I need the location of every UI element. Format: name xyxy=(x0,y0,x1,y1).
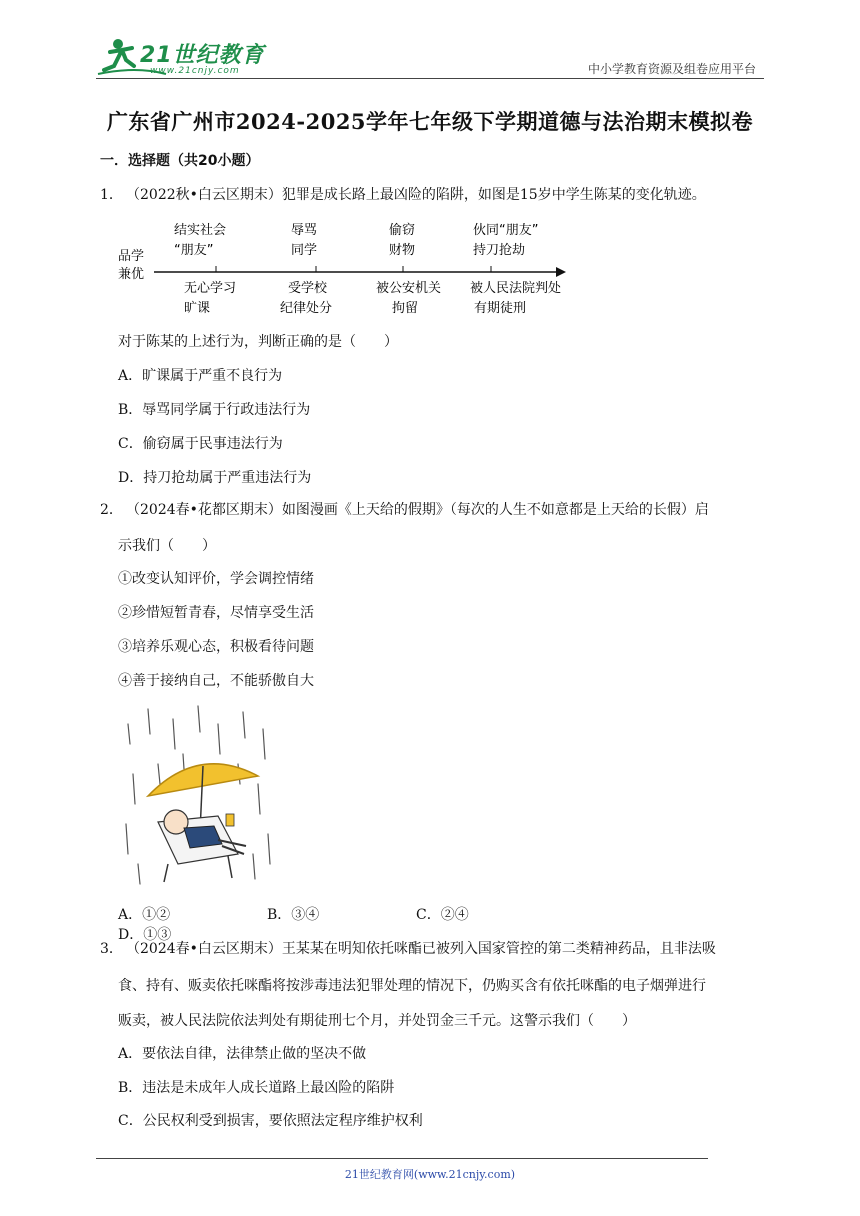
statement-2: ②珍惜短暂青春，尽情享受生活 xyxy=(118,605,314,621)
question-number: 2． xyxy=(100,502,123,518)
rain-umbrella-cartoon xyxy=(118,704,278,890)
option-a[interactable]: A．旷课属于严重不良行为 xyxy=(118,368,283,384)
brand-url: www.21cnjy.com xyxy=(150,66,240,76)
bottom-event: 纪律处分 xyxy=(280,301,333,316)
top-event: “朋友” xyxy=(174,243,214,258)
bottom-event: 被人民法院判处 xyxy=(470,281,562,296)
option-c[interactable]: C．公民权利受到损害，要依照法定程序维护权利 xyxy=(118,1113,423,1129)
question-text: （2024春•花都区期末）如图漫画《上天给的假期》（每次的人生不如意都是上天给的长假）启 xyxy=(126,502,709,518)
statement-1: ①改变认知评价，学会调控情绪 xyxy=(118,571,314,587)
bottom-event: 有期徒刑 xyxy=(474,301,527,316)
question-text: （2022秋•白云区期末）犯罪是成长路上最凶险的陷阱，如图是15岁中学生陈某的变化轨迹。 xyxy=(126,187,706,203)
section-heading: 一．选择题（共20小题） xyxy=(100,153,260,169)
figure-left-label: 品学 xyxy=(118,249,145,264)
question-text-continued: 食、持有、贩卖依托咪酯将按涉毒违法犯罪处理的情况下，仍购买含有依托咪酯的电子烟弹进行 xyxy=(118,978,706,994)
statement-3: ③培养乐观心态，积极看待问题 xyxy=(118,639,314,655)
question-1 xyxy=(100,178,765,212)
timeline-arrow xyxy=(556,267,566,277)
option-d[interactable]: D．①③ xyxy=(118,927,172,943)
figure-left-label: 兼优 xyxy=(118,267,145,282)
question-number: 3． xyxy=(100,941,123,957)
brand-name: 21世纪教育 xyxy=(140,43,265,68)
option-c[interactable]: C．偷窃属于民事违法行为 xyxy=(118,436,283,452)
top-event: 偷窃 xyxy=(389,223,416,238)
header-divider xyxy=(96,78,764,79)
bottom-event: 无心学习 xyxy=(184,281,237,296)
question-text: （2024春•白云区期末）王某某在明知依托咪酯已被列入国家管控的第二类精神药品，且非法吸 xyxy=(126,941,716,957)
bottom-event: 拘留 xyxy=(392,301,419,316)
trajectory-figure xyxy=(116,218,576,318)
option-a[interactable]: A．①② xyxy=(118,907,171,923)
top-event: 同学 xyxy=(291,243,318,258)
footer-text: 21世纪教育网(www.21cnjy.com) xyxy=(344,1168,516,1181)
top-event: 结实社会 xyxy=(174,223,227,238)
option-d[interactable]: D．持刀抢劫属于严重违法行为 xyxy=(118,470,312,486)
question-text-continued: 示我们（ ） xyxy=(118,538,216,554)
top-event: 辱骂 xyxy=(291,223,318,238)
question-number: 1． xyxy=(100,187,123,203)
option-a[interactable]: A．要依法自律，法律禁止做的坚决不做 xyxy=(118,1046,367,1062)
platform-name: 中小学教育资源及组卷应用平台 xyxy=(587,62,756,76)
footer-divider xyxy=(96,1158,708,1159)
question-stem: 对于陈某的上述行为，判断正确的是（ ） xyxy=(118,334,398,350)
top-event: 伙同“朋友” xyxy=(473,223,539,238)
option-b[interactable]: B．辱骂同学属于行政违法行为 xyxy=(118,402,311,418)
bottom-event: 受学校 xyxy=(288,281,328,296)
option-b[interactable]: B．违法是未成年人成长道路上最凶险的陷阱 xyxy=(118,1080,395,1096)
question-text-continued: 贩卖，被人民法院依法判处有期徒刑七个月，并处罚金三千元。这警示我们（ ） xyxy=(118,1013,636,1029)
option-c[interactable]: C．②④ xyxy=(416,907,469,923)
question-3 xyxy=(100,932,765,966)
top-event: 财物 xyxy=(389,243,416,258)
bottom-event: 旷课 xyxy=(184,301,211,316)
top-event: 持刀抢劫 xyxy=(473,243,526,258)
exam-title: 广东省广州市2024-2025学年七年级下学期道德与法治期末模拟卷 xyxy=(106,109,754,134)
bottom-event: 被公安机关 xyxy=(376,281,442,296)
option-b[interactable]: B．③④ xyxy=(267,907,320,923)
question-2 xyxy=(100,493,765,527)
statement-4: ④善于接纳自己，不能骄傲自大 xyxy=(118,673,314,689)
